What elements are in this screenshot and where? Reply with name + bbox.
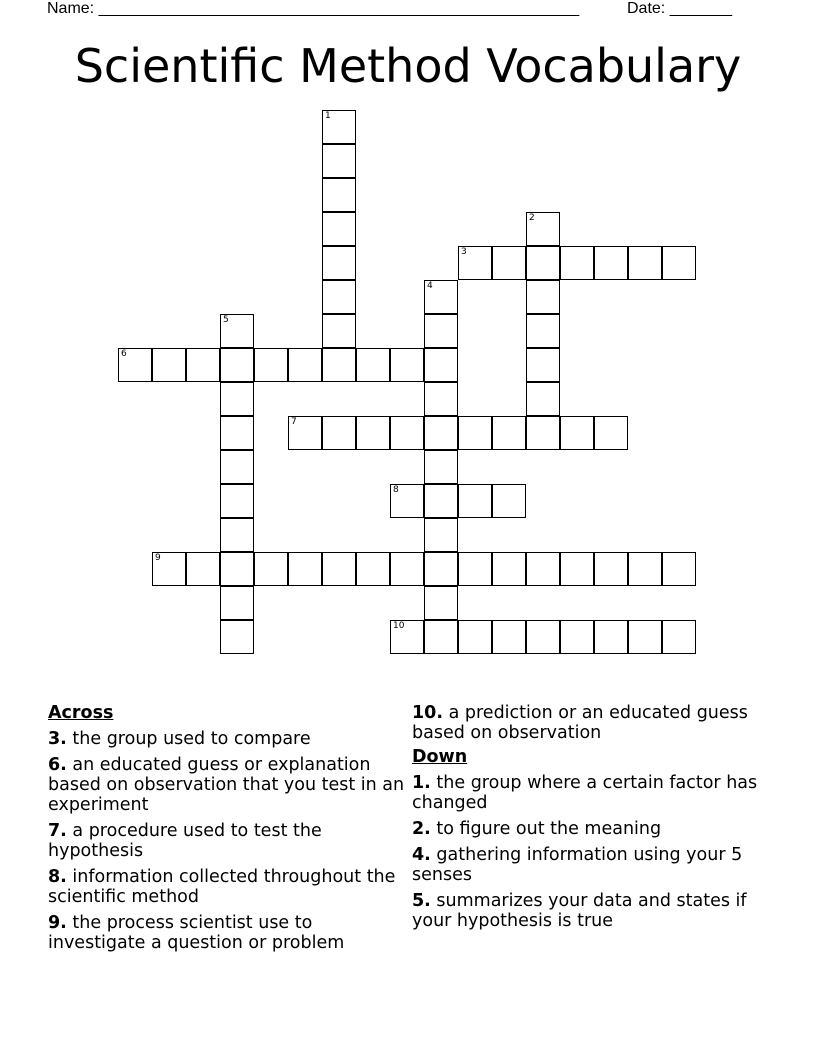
grid-cell[interactable] [492,246,526,280]
grid-cell[interactable] [220,450,254,484]
grid-cell[interactable] [254,552,288,586]
grid-cell[interactable] [560,246,594,280]
clue-across-7: 7. a procedure used to test the hypothesis [48,821,322,861]
grid-cell[interactable] [594,416,628,450]
clues-right-column [412,703,772,937]
page-title: Scientific Method Vocabulary [74,39,742,93]
grid-cell[interactable] [220,586,254,620]
grid-cell[interactable] [288,552,322,586]
grid-cell[interactable] [424,620,458,654]
grid-cell[interactable] [594,246,628,280]
clue-down-1: 1. the group where a certain factor has changed [412,773,758,813]
grid-cell[interactable] [186,552,220,586]
clue-across-9: 9. the process scientist use to investigate a question or problem [48,913,345,953]
grid-cell[interactable] [322,348,356,382]
grid-cell[interactable] [424,314,458,348]
grid-cell[interactable] [662,620,696,654]
grid-cell[interactable] [424,484,458,518]
across-heading: Across [48,703,114,723]
grid-cell[interactable] [492,484,526,518]
grid-cell[interactable] [594,620,628,654]
grid-cell[interactable] [526,552,560,586]
grid-cell[interactable] [424,382,458,416]
grid-cell[interactable] [424,416,458,450]
grid-cell[interactable] [492,552,526,586]
grid-cell[interactable] [322,110,356,144]
clue-number: 10 [393,621,405,631]
grid-cell[interactable] [390,484,424,518]
down-heading: Down [412,747,468,767]
grid-cell[interactable] [356,552,390,586]
date-field[interactable]: Date: _______ [627,0,732,17]
clue-number: 6 [121,349,127,359]
grid-cell[interactable] [322,246,356,280]
grid-cell[interactable] [526,314,560,348]
grid-cell[interactable] [526,280,560,314]
grid-cell[interactable] [220,484,254,518]
name-field[interactable]: Name: ______________________________________________________ [47,0,580,17]
grid-cell[interactable] [118,348,152,382]
grid-cell[interactable] [424,518,458,552]
grid-cell[interactable] [662,552,696,586]
grid-cell[interactable] [560,552,594,586]
grid-cell[interactable] [492,620,526,654]
clue-number: 5 [223,315,229,325]
grid-cell[interactable] [526,416,560,450]
grid-cell[interactable] [458,552,492,586]
clue-across-8: 8. information collected throughout the scientific method [48,867,396,907]
grid-cell[interactable] [220,620,254,654]
grid-cell[interactable] [254,348,288,382]
grid-cell[interactable] [526,212,560,246]
clue-down-5: 5. summarizes your data and states if your hypothesis is true [412,891,747,931]
clue-down-4: 4. gathering information using your 5 senses [412,845,743,885]
clue-number: 4 [427,281,433,291]
grid-cell[interactable] [322,212,356,246]
grid-cell[interactable] [390,620,424,654]
grid-cell[interactable] [594,552,628,586]
grid-cell[interactable] [424,586,458,620]
grid-cell[interactable] [424,280,458,314]
grid-cell[interactable] [458,620,492,654]
grid-cell[interactable] [560,416,594,450]
grid-cell[interactable] [628,552,662,586]
grid-cell[interactable] [186,348,220,382]
clue-across-6: 6. an educated guess or explanation based on observation that you test in an experiment [48,755,405,815]
clue-number: 7 [291,417,297,427]
grid-cell[interactable] [220,382,254,416]
grid-cell[interactable] [322,552,356,586]
grid-cell[interactable] [220,348,254,382]
grid-cell[interactable] [220,416,254,450]
grid-cell[interactable] [662,246,696,280]
grid-cell[interactable] [288,348,322,382]
clue-across-10: 10. a prediction or an educated guess based on observation [412,703,748,743]
grid-cell[interactable] [390,552,424,586]
grid-cell[interactable] [492,416,526,450]
clues-left-column [48,703,408,959]
grid-cell[interactable] [356,416,390,450]
grid-cell[interactable] [356,348,390,382]
grid-cell[interactable] [628,620,662,654]
grid-cell[interactable] [458,246,492,280]
clue-number: 2 [529,213,535,223]
grid-cell[interactable] [322,144,356,178]
grid-cell[interactable] [322,280,356,314]
grid-cell[interactable] [458,484,492,518]
grid-cell[interactable] [390,348,424,382]
clue-number: 9 [155,553,161,563]
grid-cell[interactable] [322,416,356,450]
grid-cell[interactable] [220,552,254,586]
grid-cell[interactable] [390,416,424,450]
grid-cell[interactable] [322,314,356,348]
grid-cell[interactable] [220,518,254,552]
grid-cell[interactable] [424,552,458,586]
grid-cell[interactable] [526,382,560,416]
grid-cell[interactable] [526,620,560,654]
grid-cell[interactable] [424,348,458,382]
grid-cell[interactable] [220,314,254,348]
clue-down-2: 2. to figure out the meaning [412,819,662,839]
grid-cell[interactable] [560,620,594,654]
grid-cell[interactable] [152,348,186,382]
grid-cell[interactable] [458,416,492,450]
grid-cell[interactable] [526,348,560,382]
grid-cell[interactable] [424,450,458,484]
clue-number: 3 [461,247,467,257]
clue-across-3: 3. the group used to compare [48,729,311,749]
grid-cell[interactable] [628,246,662,280]
clue-number: 8 [393,485,399,495]
grid-cell[interactable] [152,552,186,586]
clue-number: 1 [325,111,331,121]
grid-cell[interactable] [526,246,560,280]
grid-cell[interactable] [288,416,322,450]
grid-cell[interactable] [322,178,356,212]
